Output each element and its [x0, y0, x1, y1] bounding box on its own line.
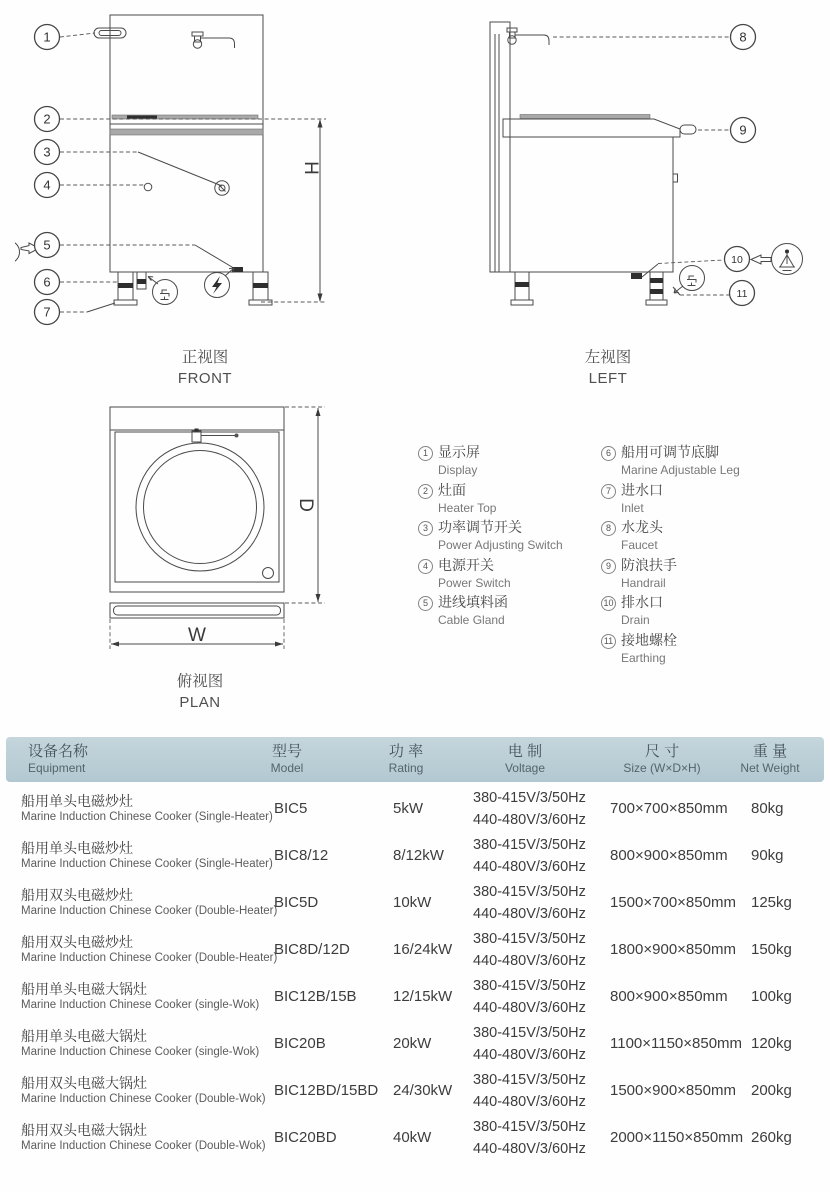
- legend-item-number: 9: [601, 559, 616, 574]
- cell-model: BIC5: [274, 800, 308, 817]
- cell-equipment: [21, 1027, 259, 1059]
- header-weight-cn: 重 量: [752, 743, 788, 760]
- voltage-line-1: 380-415V/3/50Hz: [473, 931, 586, 947]
- voltage-line-2: 440-480V/3/60Hz: [473, 1093, 586, 1110]
- svg-text:8: 8: [739, 29, 747, 45]
- legend-item-label-cn: 功率调节开关: [438, 519, 522, 536]
- spec-table-header: [6, 737, 824, 782]
- svg-text:9: 9: [739, 122, 747, 138]
- parts-legend: [405, 442, 827, 692]
- callout-2: [35, 107, 60, 132]
- header-model-en: Model: [270, 761, 304, 775]
- legend-item-label-en: Inlet: [621, 500, 644, 515]
- dim-d-label: D: [295, 498, 316, 512]
- callout-8: [731, 25, 756, 50]
- plan-view-label-en: PLAN: [179, 694, 221, 711]
- left-view-svg: [445, 8, 830, 338]
- front-view-svg: [15, 8, 365, 338]
- legend-item: [418, 555, 598, 593]
- front-view-drawing: [94, 15, 272, 305]
- cell-size: 2000×1150×850mm: [610, 1129, 744, 1146]
- equipment-name-cn: 船用单头电磁大锅灶: [21, 981, 147, 997]
- legend-item: [601, 630, 827, 668]
- callout-4: [35, 173, 60, 198]
- table-row: [0, 973, 830, 1020]
- front-view-label-cn: 正视图: [181, 349, 229, 366]
- header-weight-en: Net Weight: [740, 761, 800, 775]
- cell-voltage: [473, 929, 586, 972]
- earthing-arrow: [751, 255, 771, 264]
- svg-text:6: 6: [43, 274, 51, 290]
- header-model: [264, 742, 310, 776]
- cell-weight: 125kg: [751, 894, 792, 911]
- voltage-line-1: 380-415V/3/50Hz: [473, 978, 586, 994]
- table-row: [0, 1020, 830, 1067]
- dim-w-label: W: [188, 625, 206, 646]
- legend-item: [418, 517, 598, 555]
- cell-voltage: [473, 976, 586, 1019]
- legend-item-label-en: Cable Gland: [438, 613, 505, 628]
- legend-item-label-en: Display: [438, 463, 478, 477]
- adjustable-legs-side: [511, 272, 667, 305]
- cell-size: 1800×900×850mm: [610, 941, 736, 958]
- cell-model: BIC12B/15B: [274, 988, 357, 1005]
- cell-equipment: [21, 1121, 266, 1153]
- cell-size: 800×900×850mm: [610, 988, 728, 1005]
- header-voltage: [499, 742, 551, 776]
- cell-rating: 12/15kW: [393, 988, 453, 1005]
- left-view-label: [528, 347, 688, 389]
- voltage-line-2: 440-480V/3/60Hz: [473, 905, 586, 922]
- header-size-en: Size (W×D×H): [623, 761, 701, 775]
- legend-item-label-en: Earthing: [621, 650, 666, 665]
- equipment-name-en: Marine Induction Chinese Cooker (Double-Wok): [21, 1140, 266, 1152]
- callout-7: [35, 300, 60, 325]
- legend-item-label-cn: 灶面: [438, 481, 466, 498]
- faucet-side: [507, 28, 549, 45]
- svg-text:2: 2: [43, 111, 51, 127]
- cell-weight: 260kg: [751, 1129, 792, 1146]
- equipment-name-en: Marine Induction Chinese Cooker (Single-Heater): [21, 811, 273, 823]
- cell-voltage: [473, 1070, 586, 1113]
- front-view-label-en: FRONT: [177, 370, 233, 387]
- equipment-name-en: Marine Induction Chinese Cooker (Single-Heater): [21, 858, 273, 870]
- legend-item-number: 10: [601, 596, 616, 611]
- cell-size: 1100×1150×850mm: [610, 1035, 743, 1052]
- legend-item: [601, 442, 827, 480]
- header-voltage-cn: 电 制: [507, 743, 543, 760]
- callout-3: [35, 140, 60, 165]
- header-rating-en: Rating: [388, 761, 424, 775]
- faucet-front: [192, 32, 235, 48]
- table-row: [0, 1067, 830, 1114]
- legend-item-label-cn: 电源开关: [438, 556, 494, 573]
- voltage-line-1: 380-415V/3/50Hz: [473, 790, 586, 806]
- legend-column-2: [601, 442, 827, 668]
- cell-rating: 10kW: [393, 894, 432, 911]
- svg-text:11: 11: [736, 287, 748, 300]
- earthing-icon: [772, 244, 803, 275]
- cell-model: BIC5D: [274, 894, 319, 911]
- cell-model: BIC20BD: [274, 1129, 337, 1146]
- legend-item: [601, 517, 827, 555]
- cell-equipment: [21, 980, 259, 1012]
- cell-size: 1500×700×850mm: [610, 894, 736, 911]
- cell-equipment: [21, 1074, 266, 1106]
- legend-item-label-en: Heater Top: [438, 500, 497, 515]
- cell-rating: 5kW: [393, 800, 423, 817]
- legend-item-number: 7: [601, 484, 616, 499]
- equipment-name-cn: 船用单头电磁大锅灶: [21, 1028, 147, 1044]
- legend-item-label-cn: 排水口: [621, 594, 663, 611]
- adjustable-legs: [114, 272, 272, 305]
- header-weight: [734, 742, 806, 776]
- svg-text:4: 4: [43, 177, 51, 193]
- legend-item-number: 5: [418, 596, 433, 611]
- heater-top-surface: [110, 115, 263, 135]
- left-view-label-cn: 左视图: [584, 349, 632, 366]
- legend-item-label-en: Drain: [621, 613, 650, 628]
- plan-view-svg: [78, 402, 340, 660]
- legend-item: [418, 592, 598, 630]
- header-rating-cn: 功 率: [388, 743, 424, 760]
- table-row: [0, 785, 830, 832]
- faucet-plan: [192, 429, 239, 443]
- left-view-label-en: LEFT: [588, 370, 628, 387]
- voltage-line-2: 440-480V/3/60Hz: [473, 1046, 586, 1063]
- legend-item: [601, 592, 827, 630]
- legend-item-number: 3: [418, 521, 433, 536]
- legend-item-number: 8: [601, 521, 616, 536]
- voltage-line-1: 380-415V/3/50Hz: [473, 1072, 586, 1088]
- callout-10: [725, 247, 750, 272]
- svg-text:7: 7: [43, 304, 51, 320]
- voltage-line-2: 440-480V/3/60Hz: [473, 858, 586, 875]
- plan-view-drawing: [110, 407, 284, 618]
- cell-rating: 24/30kW: [393, 1082, 453, 1099]
- header-equipment-cn: 设备名称: [28, 743, 89, 760]
- legend-item-label-cn: 防浪扶手: [621, 556, 677, 573]
- svg-text:5: 5: [43, 237, 51, 253]
- cell-model: BIC12BD/15BD: [274, 1082, 379, 1099]
- legend-item: [418, 442, 598, 480]
- cell-size: 1500×900×850mm: [610, 1082, 736, 1099]
- header-equipment-en: Equipment: [28, 761, 86, 775]
- svg-text:3: 3: [43, 144, 51, 160]
- front-view-label: [125, 347, 285, 389]
- equipment-name-cn: 船用双头电磁大锅灶: [21, 1075, 147, 1091]
- legend-item-label-en: Power Switch: [438, 575, 511, 590]
- equipment-name-cn: 船用双头电磁大锅灶: [21, 1122, 147, 1138]
- svg-text:10: 10: [731, 253, 743, 266]
- legend-item-number: 4: [418, 559, 433, 574]
- legend-item-label-en: Power Adjusting Switch: [438, 538, 563, 553]
- voltage-line-2: 440-480V/3/60Hz: [473, 1140, 586, 1157]
- cell-rating: 16/24kW: [393, 941, 453, 958]
- callout-1: [35, 25, 60, 50]
- header-voltage-en: Voltage: [504, 761, 546, 775]
- svg-text:1: 1: [43, 29, 51, 45]
- left-view-drawing: [490, 22, 696, 305]
- power-adjusting-knob: [215, 181, 229, 195]
- voltage-line-1: 380-415V/3/50Hz: [473, 884, 586, 900]
- legend-item-label-cn: 水龙头: [621, 519, 663, 536]
- voltage-line-1: 380-415V/3/50Hz: [473, 837, 586, 853]
- cell-equipment: [21, 886, 277, 918]
- cell-voltage: [473, 882, 586, 925]
- voltage-line-2: 440-480V/3/60Hz: [473, 811, 586, 828]
- cell-rating: 8/12kW: [393, 847, 444, 864]
- legend-item-label-en: Marine Adjustable Leg: [621, 463, 740, 477]
- equipment-name-en: Marine Induction Chinese Cooker (Double-Wok): [21, 1093, 266, 1105]
- table-row: [0, 1114, 830, 1161]
- legend-item-number: 6: [601, 446, 616, 461]
- water-inlet-icon: [148, 277, 178, 305]
- cell-model: BIC8D/12D: [274, 941, 350, 958]
- cell-weight: 100kg: [751, 988, 792, 1005]
- cell-weight: 150kg: [751, 941, 792, 958]
- plan-view-label: [120, 671, 280, 713]
- drain-faucet-icon: [674, 266, 705, 294]
- legend-item-label-cn: 接地螺栓: [621, 631, 677, 648]
- legend-column-1: [418, 442, 598, 630]
- header-model-cn: 型号: [271, 743, 302, 760]
- table-row: [0, 832, 830, 879]
- header-equipment: [28, 742, 88, 776]
- spec-table-body: [0, 785, 830, 1165]
- legend-item-number: 11: [601, 634, 616, 649]
- legend-item-number: 1: [418, 446, 433, 461]
- dim-h-label: H: [300, 161, 321, 175]
- power-switch-dot: [144, 183, 152, 191]
- cell-weight: 120kg: [751, 1035, 792, 1052]
- legend-item-label-cn: 进水口: [621, 481, 663, 498]
- cell-equipment: [21, 839, 273, 871]
- drain-outlet-mark: [631, 273, 642, 279]
- power-switch-plan: [263, 568, 274, 579]
- cell-rating: 40kW: [393, 1129, 432, 1146]
- handrail-knob: [680, 125, 696, 134]
- cell-voltage: [473, 788, 586, 831]
- callout-6: [35, 270, 60, 295]
- cell-equipment: [21, 933, 277, 965]
- voltage-line-1: 380-415V/3/50Hz: [473, 1119, 586, 1135]
- legend-item: [601, 480, 827, 518]
- voltage-line-2: 440-480V/3/60Hz: [473, 952, 586, 969]
- cell-equipment: [21, 792, 273, 824]
- legend-item-label-cn: 显示屏: [438, 444, 480, 460]
- cell-weight: 200kg: [751, 1082, 792, 1099]
- cell-voltage: [473, 1117, 586, 1160]
- header-rating: [383, 742, 429, 776]
- legend-item-number: 2: [418, 484, 433, 499]
- cell-weight: 80kg: [751, 800, 784, 817]
- equipment-name-cn: 船用单头电磁炒灶: [21, 793, 133, 809]
- equipment-name-en: Marine Induction Chinese Cooker (Double-Heater): [21, 952, 278, 964]
- equipment-name-cn: 船用单头电磁炒灶: [21, 840, 133, 856]
- equipment-name-en: Marine Induction Chinese Cooker (single-Wok): [21, 1046, 260, 1058]
- header-size-cn: 尺 寸: [644, 743, 680, 760]
- cell-model: BIC20B: [274, 1035, 326, 1052]
- legend-item-label-en: Faucet: [621, 538, 658, 553]
- table-row: [0, 879, 830, 926]
- equipment-name-cn: 船用双头电磁炒灶: [21, 934, 133, 950]
- cell-size: 800×900×850mm: [610, 847, 728, 864]
- cell-size: 700×700×850mm: [610, 800, 728, 817]
- voltage-line-2: 440-480V/3/60Hz: [473, 999, 586, 1016]
- cell-voltage: [473, 835, 586, 878]
- cell-rating: 20kW: [393, 1035, 432, 1052]
- legend-item-label-cn: 进线填料函: [438, 594, 508, 611]
- plan-view-label-cn: 俯视图: [176, 673, 224, 690]
- voltage-line-1: 380-415V/3/50Hz: [473, 1025, 586, 1041]
- equipment-name-en: Marine Induction Chinese Cooker (single-Wok): [21, 999, 260, 1011]
- legend-item: [418, 480, 598, 518]
- callout-11: [730, 281, 755, 306]
- callout-5: [35, 233, 60, 258]
- equipment-name-en: Marine Induction Chinese Cooker (Double-Heater): [21, 905, 278, 917]
- header-size: [619, 742, 705, 776]
- legend-item: [601, 555, 827, 593]
- cell-model: BIC8/12: [274, 847, 329, 864]
- equipment-name-cn: 船用双头电磁炒灶: [21, 887, 133, 903]
- legend-item-label-en: Handrail: [621, 575, 666, 590]
- cell-weight: 90kg: [751, 847, 784, 864]
- cell-voltage: [473, 1023, 586, 1066]
- callout-9: [731, 118, 756, 143]
- table-row: [0, 926, 830, 973]
- legend-item-label-cn: 船用可调节底脚: [621, 444, 719, 460]
